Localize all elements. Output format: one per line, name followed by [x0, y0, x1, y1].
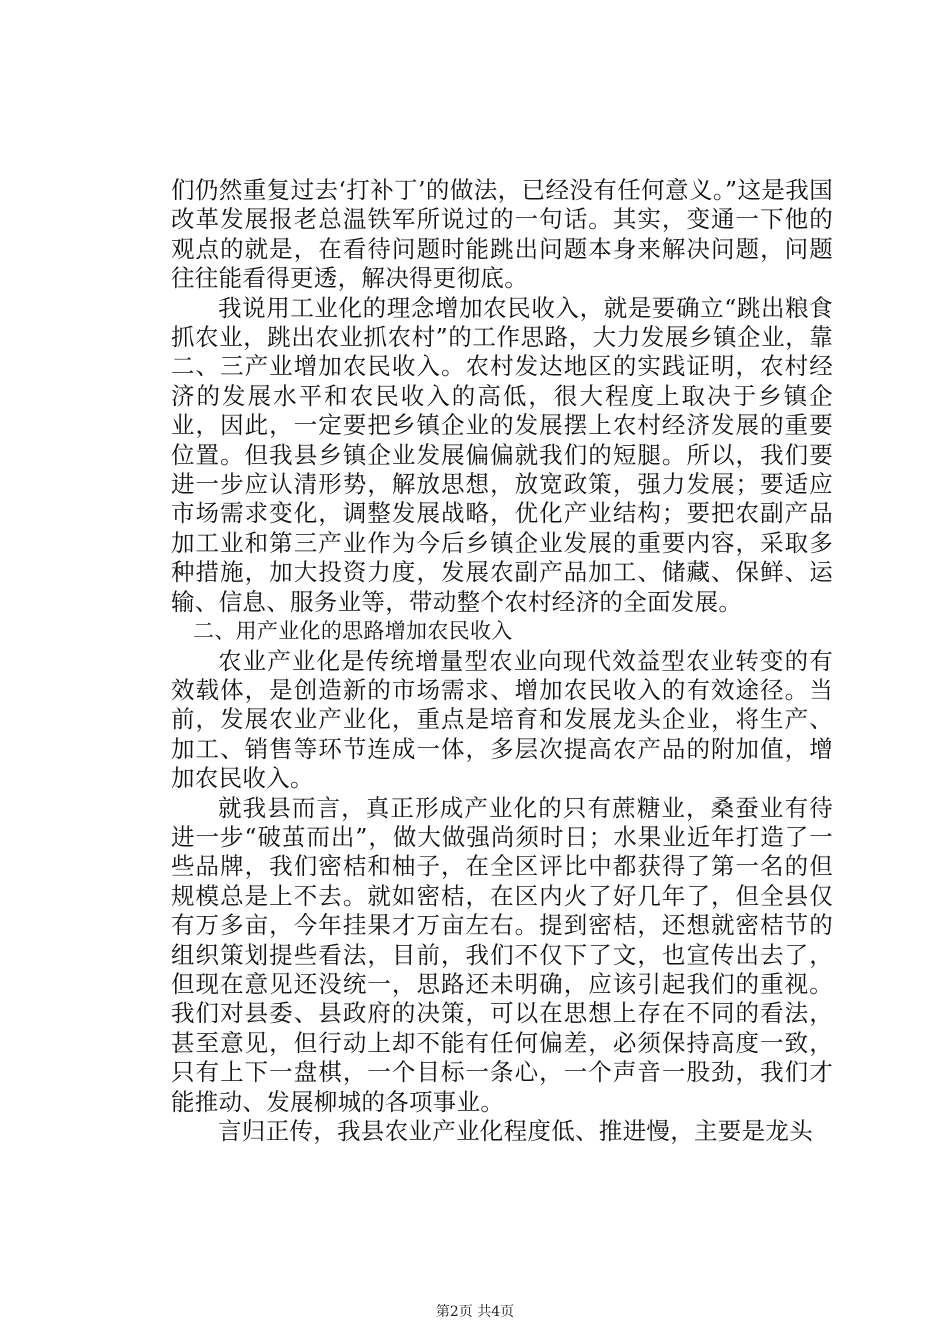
page-number-footer: 第2页 共4页 — [435, 1304, 515, 1320]
paragraph-county-situation: 就我县而言，真正形成产业化的只有蔗糖业，桑蚕业有待进一步“破茧而出”，做大做强尚须时日；水果业近年打造了一些品牌，我们密桔和柚子，在全区评比中都获得了第一名的但规模总是上不去。就如密桔，在区内火了好几年了，但全县仅有万多亩，今年挂果才万亩左右。提到密桔，还想就密桔节的组织策划提些看法，目前，我们不仅下了文，也宣传出去了，但现在意见还没统一，思路还未明确，应该引起我们的重视。我们对县委、县政府的决策，可以在思想上存在不同的看法，甚至意见，但行动上却不能有任何偏差，必须保持高度一致，只有上下一盘棋，一个目标一条心，一个声音一股劲，我们才能推动、发展柳城的各项事业。 — [171, 793, 833, 1116]
paragraph-continuation: 们仍然重复过去‘打补丁’的做法，已经没有任何意义。”这是我国改革发展报老总温铁军所说过的一句话。其实，变通一下他的观点的就是，在看待问题时能跳出问题本身来解决问题，问题往往能看得更透，解决得更彻底。 — [171, 176, 833, 293]
document-body — [171, 176, 833, 1146]
paragraph-industrialization: 我说用工业化的理念增加农民收入，就是要确立“跳出粮食抓农业，跳出农业抓农村”的工作思路，大力发展乡镇企业，靠二、三产业增加农民收入。农村发达地区的实践证明，农村经济的发展水平和农民收入的高低，很大程度上取决于乡镇企业，因此，一定要把乡镇企业的发展摆上农村经济发展的重要位置。但我县乡镇企业发展偏偏就我们的短腿。所以，我们要进一步应认清形势，解放思想，放宽政策，强力发展；要适应市场需求变化，调整发展战略，优化产业结构；要把农副产品加工业和第三产业作为今后乡镇企业发展的重要内容，采取多种措施，加大投资力度，发展农副产品加工、储藏、保鲜、运输、信息、服务业等，带动整个农村经济的全面发展。 — [171, 293, 833, 616]
paragraph-back-to-topic: 言归正传，我县农业产业化程度低、推进慢，主要是龙头 — [218, 1117, 813, 1145]
section-heading: 二、用产业化的思路增加农民收入 — [193, 619, 513, 644]
paragraph-industrialization-definition: 农业产业化是传统增量型农业向现代效益型农业转变的有效载体，是创造新的市场需求、增加农民收入的有效途径。当前，发展农业产业化，重点是培育和发展龙头企业，将生产、加工、销售等环节连成一体，多层次提高农产品的附加值，增加农民收入。 — [171, 646, 833, 793]
